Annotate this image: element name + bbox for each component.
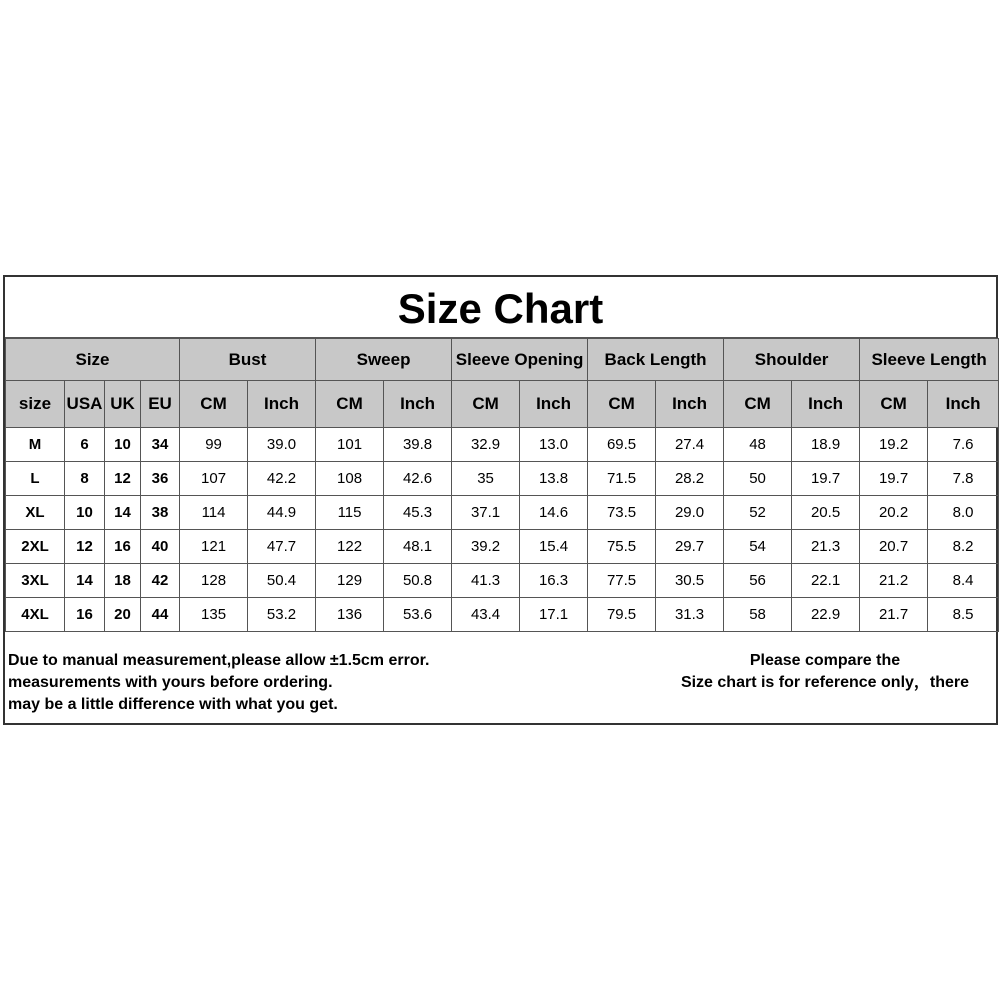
group-header: Sleeve Length (860, 339, 999, 381)
table-cell: 10 (105, 428, 141, 462)
table-cell: 14 (65, 564, 105, 598)
table-cell: 22.1 (792, 564, 860, 598)
note-line: Size chart is for reference only，there (680, 674, 970, 691)
sub-header-row (6, 381, 999, 428)
table-cell: 43.4 (452, 598, 520, 632)
column-header: size (6, 381, 65, 428)
column-header: Inch (248, 381, 316, 428)
table-cell: 53.6 (384, 598, 452, 632)
table-cell: 75.5 (588, 530, 656, 564)
column-header: CM (724, 381, 792, 428)
table-cell: 77.5 (588, 564, 656, 598)
note-line: Please compare the (749, 652, 901, 669)
table-cell: 14 (105, 496, 141, 530)
chart-title: Size Chart (5, 277, 996, 338)
table-cell: 48 (724, 428, 792, 462)
column-header: Inch (520, 381, 588, 428)
table-cell: 36 (141, 462, 180, 496)
table-cell: 28.2 (656, 462, 724, 496)
table-cell: 19.2 (860, 428, 928, 462)
table-cell: 114 (180, 496, 248, 530)
table-row (6, 462, 999, 496)
table-cell: 31.3 (656, 598, 724, 632)
table-cell: 50.8 (384, 564, 452, 598)
notes-right (655, 650, 995, 694)
group-header: Bust (180, 339, 316, 381)
table-cell: 47.7 (248, 530, 316, 564)
table-cell: 8.5 (928, 598, 999, 632)
table-cell: 38 (141, 496, 180, 530)
table-cell: 128 (180, 564, 248, 598)
group-header: Sleeve Opening (452, 339, 588, 381)
table-cell: 21.7 (860, 598, 928, 632)
table-row (6, 428, 999, 462)
table-cell: 58 (724, 598, 792, 632)
table-cell: 37.1 (452, 496, 520, 530)
table-cell: 16 (105, 530, 141, 564)
table-cell: 39.2 (452, 530, 520, 564)
table-cell: 22.9 (792, 598, 860, 632)
table-cell: 6 (65, 428, 105, 462)
table-cell: 135 (180, 598, 248, 632)
table-cell: XL (6, 496, 65, 530)
notes-left (8, 650, 429, 716)
table-cell: 115 (316, 496, 384, 530)
size-table (5, 338, 999, 632)
column-header: UK (105, 381, 141, 428)
table-cell: 14.6 (520, 496, 588, 530)
table-cell: 29.7 (656, 530, 724, 564)
column-header: Inch (384, 381, 452, 428)
column-header: CM (180, 381, 248, 428)
column-header: CM (860, 381, 928, 428)
table-cell: 32.9 (452, 428, 520, 462)
column-header: EU (141, 381, 180, 428)
table-cell: 10 (65, 496, 105, 530)
table-cell: 21.2 (860, 564, 928, 598)
table-cell: 42 (141, 564, 180, 598)
note-line: may be a little difference with what you get. (8, 696, 338, 713)
table-cell: 71.5 (588, 462, 656, 496)
table-cell: 44.9 (248, 496, 316, 530)
table-cell: 121 (180, 530, 248, 564)
table-cell: 19.7 (792, 462, 860, 496)
table-cell: 53.2 (248, 598, 316, 632)
table-cell: 20.7 (860, 530, 928, 564)
group-header-row (6, 339, 999, 381)
table-cell: 73.5 (588, 496, 656, 530)
column-header: CM (316, 381, 384, 428)
table-cell: 20.5 (792, 496, 860, 530)
table-cell: 56 (724, 564, 792, 598)
group-header: Shoulder (724, 339, 860, 381)
table-cell: L (6, 462, 65, 496)
table-row (6, 598, 999, 632)
group-header: Size (6, 339, 180, 381)
table-cell: 34 (141, 428, 180, 462)
table-cell: 101 (316, 428, 384, 462)
table-cell: 29.0 (656, 496, 724, 530)
table-cell: 79.5 (588, 598, 656, 632)
table-cell: 39.0 (248, 428, 316, 462)
table-cell: 42.2 (248, 462, 316, 496)
table-cell: 4XL (6, 598, 65, 632)
table-cell: 69.5 (588, 428, 656, 462)
table-cell: 40 (141, 530, 180, 564)
table-cell: 52 (724, 496, 792, 530)
note-line: Due to manual measurement,please allow ±1.5cm error. (8, 652, 430, 669)
table-cell: 12 (65, 530, 105, 564)
table-cell: 129 (316, 564, 384, 598)
table-cell: 30.5 (656, 564, 724, 598)
table-cell: 48.1 (384, 530, 452, 564)
table-cell: 41.3 (452, 564, 520, 598)
table-row (6, 564, 999, 598)
table-cell: 54 (724, 530, 792, 564)
table-cell: 108 (316, 462, 384, 496)
table-cell: 13.0 (520, 428, 588, 462)
table-cell: 16.3 (520, 564, 588, 598)
table-cell: 16 (65, 598, 105, 632)
table-cell: 107 (180, 462, 248, 496)
table-cell: 42.6 (384, 462, 452, 496)
table-cell: 3XL (6, 564, 65, 598)
table-cell: 19.7 (860, 462, 928, 496)
table-cell: 8.4 (928, 564, 999, 598)
table-cell: M (6, 428, 65, 462)
table-cell: 99 (180, 428, 248, 462)
table-cell: 7.8 (928, 462, 999, 496)
table-cell: 7.6 (928, 428, 999, 462)
table-cell: 18.9 (792, 428, 860, 462)
column-header: CM (452, 381, 520, 428)
table-cell: 17.1 (520, 598, 588, 632)
table-cell: 45.3 (384, 496, 452, 530)
column-header: CM (588, 381, 656, 428)
group-header: Back Length (588, 339, 724, 381)
note-line: measurements with yours before ordering. (8, 674, 333, 691)
table-cell: 136 (316, 598, 384, 632)
table-cell: 2XL (6, 530, 65, 564)
column-header: Inch (792, 381, 860, 428)
table-cell: 27.4 (656, 428, 724, 462)
group-header: Sweep (316, 339, 452, 381)
column-header: Inch (656, 381, 724, 428)
column-header: USA (65, 381, 105, 428)
table-cell: 50.4 (248, 564, 316, 598)
notes (5, 632, 996, 724)
table-cell: 8.0 (928, 496, 999, 530)
table-row (6, 530, 999, 564)
table-cell: 18 (105, 564, 141, 598)
table-cell: 50 (724, 462, 792, 496)
size-chart (3, 275, 998, 725)
table-cell: 12 (105, 462, 141, 496)
table-cell: 20.2 (860, 496, 928, 530)
table-row (6, 496, 999, 530)
table-cell: 122 (316, 530, 384, 564)
table-cell: 20 (105, 598, 141, 632)
table-cell: 13.8 (520, 462, 588, 496)
table-cell: 8 (65, 462, 105, 496)
table-cell: 39.8 (384, 428, 452, 462)
table-cell: 15.4 (520, 530, 588, 564)
column-header: Inch (928, 381, 999, 428)
table-cell: 44 (141, 598, 180, 632)
table-cell: 35 (452, 462, 520, 496)
table-cell: 21.3 (792, 530, 860, 564)
table-cell: 8.2 (928, 530, 999, 564)
